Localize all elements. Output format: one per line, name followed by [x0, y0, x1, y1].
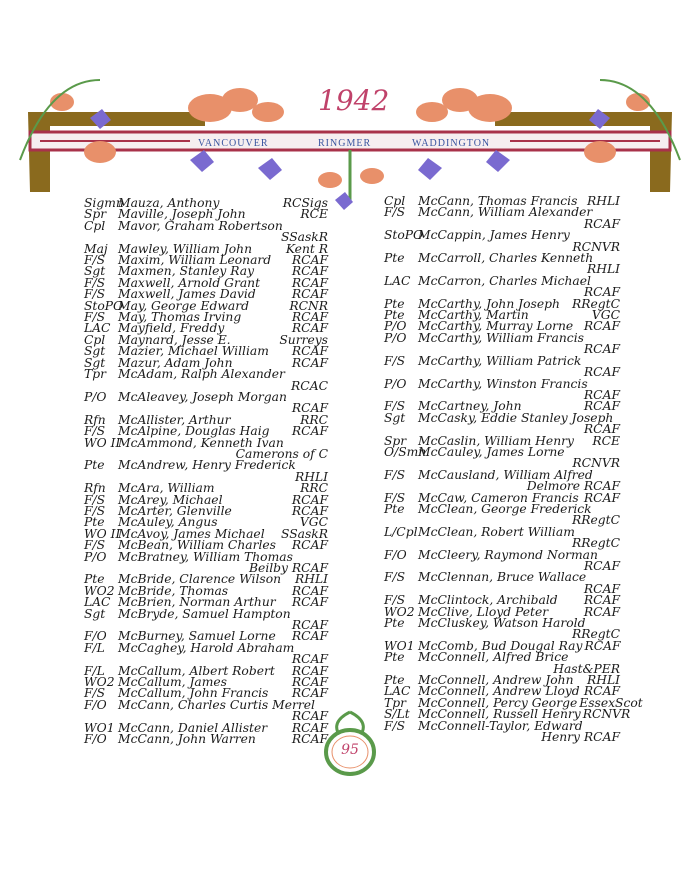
entry-name: May, Thomas Irving [118, 310, 242, 325]
entry-name: McConnell, Alfred Brice [418, 650, 569, 665]
entry-name: McBrien, Norman Arthur [118, 595, 276, 610]
entry-unit: RCAF [291, 310, 328, 325]
entry-name: McCartney, John [418, 399, 522, 414]
entry-continuation: RRegtC [571, 513, 620, 528]
entry-unit: RCAF [291, 355, 328, 370]
entry-name: McAndrew, Henry Frederick [118, 458, 296, 473]
entry-name: McCarthy, Winston Francis [418, 376, 588, 391]
entry-continuation: RHLI [586, 262, 620, 277]
entry-rank: StoPO [384, 228, 424, 243]
entry-name: McAllister, Arthur [118, 412, 231, 427]
entry-unit: RCAF [291, 253, 328, 268]
entry-rank: F/S [384, 399, 406, 414]
entry-continuation: SSaskR [281, 230, 328, 245]
entry-rank: Pte [84, 572, 105, 587]
entry-unit: RCAF [291, 538, 328, 553]
entry-name: McComb, Bud Dougal Ray [418, 638, 583, 653]
left-name-column [84, 198, 328, 746]
entry-rank: F/O [84, 697, 107, 712]
entry-rank: StoPO [84, 298, 124, 313]
entry-unit: RCAF [291, 595, 328, 610]
entry-continuation: RCAF [291, 401, 328, 416]
entry-continuation: RCAF [583, 581, 620, 596]
entry-unit: SSaskR [281, 526, 328, 541]
entry-rank: Sgt [84, 355, 106, 370]
entry-name: McConnell, Percy George [418, 695, 578, 710]
entry-rank: Rfn [84, 412, 106, 427]
entry-rank: P/O [84, 549, 107, 564]
entry-unit: RCAF [584, 638, 621, 653]
entry-unit: RCE [300, 207, 328, 222]
entry-rank: Pte [384, 616, 405, 631]
entry-rank: F/S [84, 424, 106, 439]
entry-rank: F/S [384, 353, 406, 368]
entry-rank: P/O [384, 319, 407, 334]
entry-unit: VGC [591, 308, 620, 323]
entry-name: Mauza, Anthony [118, 196, 220, 210]
entry-unit: RCAF [583, 319, 620, 334]
entry-rank: LAC [384, 273, 411, 288]
entry-name: McAleavey, Joseph Morgan [118, 389, 287, 404]
entry-name: McCaw, Cameron Francis [418, 490, 579, 505]
entry-rank: Maj [84, 241, 108, 256]
banner-ringmer: RINGMER [318, 138, 372, 149]
entry-continuation: RCNVR [572, 239, 620, 254]
entry-name: Maxim, William Leonard [118, 253, 272, 268]
entry-name: McConnell, Andrew Lloyd [418, 684, 580, 699]
entry-rank: Pte [384, 308, 405, 323]
entry-name: McCausland, William Alfred [418, 467, 593, 482]
entry-rank: Spr [84, 207, 107, 222]
entry-unit: RCAF [291, 503, 328, 518]
entry-rank: Tpr [384, 695, 406, 710]
entry-continuation: RCAF [583, 387, 620, 402]
entry-rank: Spr [384, 433, 407, 448]
entry-name: McConnell-Taylor, Edward [418, 718, 583, 733]
entry-unit: RCAF [291, 583, 328, 598]
entry-unit: RCAF [291, 344, 328, 359]
entry-rank: P/O [384, 376, 407, 391]
entry-unit: RCAF [291, 287, 328, 302]
entry-name: McBean, William Charles [118, 538, 276, 553]
entry-rank: P/O [384, 330, 407, 345]
entry-rank: Cpl [384, 194, 406, 208]
entry-name: McAlpine, Douglas Haig [118, 424, 270, 439]
entry-name: McArey, Michael [118, 492, 223, 507]
roll-entry [84, 734, 328, 745]
entry-name: Mayfield, Freddy [118, 321, 225, 336]
entry-rank: F/S [384, 467, 406, 482]
entry-rank: Sgt [384, 410, 406, 425]
entry-continuation: RCAF [291, 652, 328, 667]
entry-rank: WO2 [84, 675, 115, 690]
entry-rank: Sgt [84, 264, 106, 279]
entry-rank: F/S [84, 538, 106, 553]
entry-continuation: RCAF [583, 422, 620, 437]
banner-waddington: WADDINGTON [412, 138, 491, 149]
entry-name: McAmmond, Kenneth Ivan [118, 435, 284, 450]
entry-rank: F/O [84, 629, 107, 644]
roll-entry [384, 253, 620, 264]
entry-rank: O/Smn [384, 444, 427, 459]
entry-rank: F/S [84, 275, 106, 290]
entry-name: McConnell, Andrew John [418, 673, 574, 688]
entry-unit: RCNR [289, 298, 328, 313]
entry-unit: RRC [300, 412, 328, 427]
entry-rank: Sigmn [84, 196, 124, 210]
entry-rank: F/S [84, 253, 106, 268]
entry-continuation: RRegtC [571, 627, 620, 642]
entry-rank: Sgt [84, 344, 106, 359]
entry-name: McCarthy, Murray Lorne [418, 319, 574, 334]
entry-rank: WO1 [384, 638, 415, 653]
entry-name: McCarron, Charles Michael [418, 273, 591, 288]
entry-unit: RCAF [291, 686, 328, 701]
entry-rank: Pte [384, 673, 405, 688]
year-heading: 1942 [318, 84, 390, 117]
entry-name: McAvoy, James Michael [118, 526, 265, 541]
entry-continuation: RCAF [583, 342, 620, 357]
entry-unit: RCAF [291, 629, 328, 644]
entry-rank: F/S [84, 503, 106, 518]
entry-continuation: RCAF [583, 365, 620, 380]
entry-name: McCann, John Warren [118, 732, 256, 747]
entry-name: McCarthy, William Patrick [418, 353, 582, 368]
entry-rank: F/S [384, 490, 406, 505]
entry-name: McCluskey, Watson Harold [418, 616, 586, 631]
entry-continuation: Beilby RCAF [249, 561, 328, 575]
entry-rank: Pte [84, 458, 105, 473]
entry-continuation: RCAF [583, 559, 620, 573]
entry-continuation: RHLI [294, 469, 328, 484]
entry-name: McCann, William Alexander [418, 205, 593, 220]
entry-rank: LAC [84, 595, 111, 610]
entry-unit: RCAF [291, 275, 328, 290]
entry-name: McCaghey, Harold Abraham [118, 640, 295, 655]
entry-rank: WO2 [84, 583, 115, 598]
entry-name: Maxmen, Stanley Ray [118, 264, 255, 279]
entry-name: McCarthy, William Francis [418, 330, 584, 345]
entry-unit: RCAF [291, 732, 328, 747]
entry-name: McBryde, Samuel Hampton [118, 606, 291, 621]
entry-name: McBurney, Samuel Lorne [118, 629, 276, 644]
entry-rank: WO2 [384, 604, 415, 619]
entry-name: McCarthy, Martin [418, 308, 529, 323]
entry-rank: F/S [84, 492, 106, 507]
entry-name: McClintock, Archibald [418, 593, 558, 608]
entry-name: Mazier, Michael William [118, 344, 269, 359]
entry-unit: RCSigs [282, 196, 328, 210]
entry-unit: RRC [300, 481, 328, 496]
entry-rank: WO1 [84, 720, 115, 735]
entry-name: McCallum, John Francis [118, 686, 269, 701]
entry-name: Maynard, Jesse E. [118, 332, 231, 347]
entry-unit: RCAF [291, 424, 328, 439]
entry-name: McAuley, Angus [118, 515, 218, 530]
entry-name: McCarthy, John Joseph [418, 296, 560, 311]
right-gold-corner [495, 112, 672, 192]
entry-continuation: Hast&PER [553, 661, 620, 676]
entry-rank: F/S [84, 686, 106, 701]
entry-unit: RCNVR [582, 707, 631, 722]
entry-unit: RHLI [586, 194, 620, 208]
entry-name: Maxwell, James David [118, 287, 256, 302]
entry-name: McClean, Robert William [418, 524, 575, 539]
entry-unit: RCAF [583, 684, 620, 699]
entry-unit: RCAF [291, 720, 328, 735]
entry-unit: RCAF [583, 399, 620, 414]
entry-continuation: RCAF [583, 285, 620, 300]
entry-rank: S/Lt [384, 707, 410, 722]
entry-rank: LAC [384, 684, 411, 699]
entry-unit: RCAF [291, 321, 328, 336]
entry-unit: EssexScot [579, 695, 643, 710]
entry-name: McCallum, Albert Robert [118, 663, 275, 678]
entry-unit: RCAF [583, 490, 620, 505]
entry-name: McBride, Clarence Wilson [118, 572, 282, 587]
entry-rank: Sgt [84, 606, 106, 621]
entry-rank: F/S [384, 593, 406, 608]
entry-unit: RCAF [291, 264, 328, 279]
entry-name: McCarroll, Charles Kenneth [418, 251, 594, 266]
entry-rank: Pte [384, 296, 405, 311]
entry-continuation: RCAF [291, 618, 328, 633]
entry-rank: Rfn [84, 481, 106, 496]
entry-rank: F/S [384, 570, 406, 585]
entry-name: McCann, Daniel Allister [118, 720, 268, 735]
left-gold-corner [28, 112, 205, 192]
entry-name: McCann, Thomas Francis [418, 194, 578, 208]
entry-rank: F/L [84, 663, 105, 678]
entry-rank: P/O [84, 389, 107, 404]
roll-entry [84, 460, 328, 471]
entry-name: McCann, Charles Curtis Merrel [118, 697, 315, 712]
entry-rank: F/S [84, 287, 106, 302]
entry-name: Maxwell, Arnold Grant [118, 275, 261, 290]
entry-unit: RCAF [291, 663, 328, 678]
entry-name: Maville, Joseph John [118, 207, 246, 222]
entry-continuation: RCAC [291, 378, 328, 393]
entry-rank: Cpl [84, 218, 106, 233]
entry-rank: WO II [84, 526, 121, 541]
entry-name: McBratney, William Thomas [118, 549, 293, 564]
left-leaf-cluster [20, 80, 284, 180]
entry-rank: WO II [84, 435, 121, 450]
entry-name: McClean, George Frederick [418, 501, 592, 516]
entry-name: McCallum, James [118, 675, 227, 690]
entry-rank: F/S [384, 205, 406, 220]
entry-unit: RCAF [291, 492, 328, 507]
entry-rank: Pte [384, 251, 405, 266]
entry-continuation: RCNVR [572, 456, 620, 471]
entry-name: Mazur, Adam John [118, 355, 233, 370]
entry-name: Mavor, Graham Robertson [118, 218, 283, 233]
entry-unit: RHLI [586, 673, 620, 688]
entry-name: McAdam, Ralph Alexander [118, 367, 285, 382]
entry-unit: RRegtC [571, 296, 620, 311]
entry-rank: F/S [384, 718, 406, 733]
entry-name: Mawley, William John [118, 241, 253, 256]
entry-name: McClive, Lloyd Peter [418, 604, 549, 619]
entry-unit: Kent R [285, 241, 328, 256]
entry-continuation: RCAF [583, 216, 620, 231]
entry-rank: F/L [84, 640, 105, 655]
entry-name: McConnell, Russell Henry [418, 707, 581, 722]
entry-name: May, George Edward [118, 298, 249, 313]
entry-unit: RCE [592, 433, 620, 448]
banner-vancouver: VANCOUVER [198, 138, 269, 149]
entry-rank: Pte [84, 515, 105, 530]
entry-rank: F/O [84, 732, 107, 747]
right-name-column [384, 194, 643, 745]
entry-continuation: RCAF [291, 709, 328, 724]
entry-unit: RCAF [583, 604, 620, 619]
entry-rank: Tpr [84, 367, 106, 382]
entry-name: McAra, William [118, 481, 215, 496]
entry-unit: Surreys [279, 332, 328, 347]
entry-name: McArter, Glenville [118, 503, 232, 518]
entry-rank: F/O [384, 547, 407, 562]
entry-unit: RCAF [291, 675, 328, 690]
entry-name: McCasky, Eddie Stanley Joseph [418, 410, 614, 425]
entry-unit: VGC [299, 515, 328, 530]
entry-rank: LAC [84, 321, 111, 336]
entry-rank: Pte [384, 501, 405, 516]
right-leaf-cluster [416, 80, 680, 180]
entry-name: McCleery, Raymond Norman [418, 547, 598, 562]
entry-rank: Cpl [84, 332, 106, 347]
entry-unit: RCAF [583, 593, 620, 608]
entry-rank: L/Cpl [384, 524, 418, 539]
entry-name: McCauley, James Lorne [418, 444, 565, 459]
page-number: 95 [341, 742, 359, 758]
entry-unit: RHLI [294, 572, 328, 587]
entry-name: McCappin, James Henry [418, 228, 570, 243]
entry-name: McCaslin, William Henry [418, 433, 574, 448]
entry-name: McBride, Thomas [118, 583, 229, 598]
entry-rank: Pte [384, 650, 405, 665]
entry-continuation: Delmore RCAF [526, 479, 620, 494]
entry-rank: F/S [84, 310, 106, 325]
entry-continuation: Henry RCAF [541, 730, 620, 745]
entry-continuation: Camerons of C [235, 446, 328, 461]
entry-name: McClennan, Bruce Wallace [418, 570, 587, 585]
entry-continuation: RRegtC [571, 536, 620, 551]
